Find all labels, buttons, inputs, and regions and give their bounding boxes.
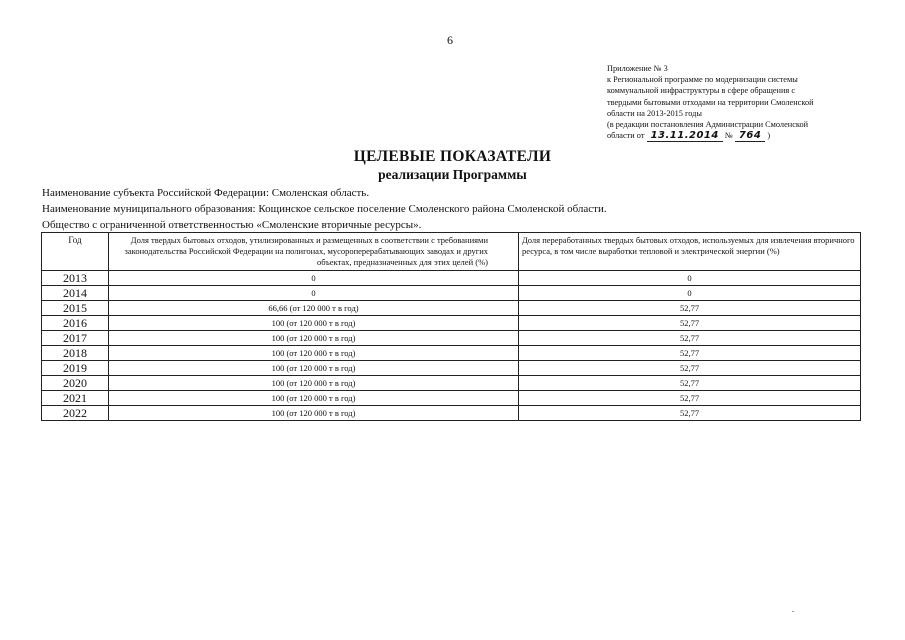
cell-utilized: 100 (от 120 000 т в год) <box>109 346 519 361</box>
cell-utilized: 100 (от 120 000 т в год) <box>109 316 519 331</box>
cell-utilized: 100 (от 120 000 т в год) <box>109 331 519 346</box>
cell-year: 2013 <box>42 271 109 286</box>
handwritten-date: 13.11.2014 <box>647 131 723 142</box>
document-subtitle: реализации Программы <box>378 167 527 182</box>
subject-name: Наименование субъекта Российской Федерации: Смоленская область. <box>42 187 370 199</box>
header-utilized: Доля твердых бытовых отходов, утилизированных и размещенных в соответствии с требованиями законодательства Российской Федерации на полигонах, мусороперерабатывающих заводах и других объектах, предназначенных для этих целей (%) <box>109 233 519 271</box>
table-row <box>42 271 861 286</box>
table-header-row <box>42 233 861 271</box>
appendix-line: (в редакции постановления Администрации Смоленской <box>607 120 809 130</box>
table-row <box>42 391 861 406</box>
table-row <box>42 316 861 331</box>
table-row <box>42 376 861 391</box>
cell-processed: 52,77 <box>519 376 861 391</box>
cell-utilized: 100 (от 120 000 т в год) <box>109 376 519 391</box>
municipality-name: Наименование муниципального образования: Кощинское сельское поселение Смоленского района Смоленской области. <box>42 203 607 215</box>
appendix-sig-prefix: области от <box>607 131 645 141</box>
handwritten-number: 764 <box>735 131 765 142</box>
appendix-note <box>607 63 847 142</box>
cell-processed: 52,77 <box>519 391 861 406</box>
appendix-sig-suffix: ) <box>767 131 771 141</box>
cell-utilized: 0 <box>109 286 519 301</box>
cell-utilized: 100 (от 120 000 т в год) <box>109 391 519 406</box>
header-processed: Доля переработанных твердых бытовых отходов, используемых для извлечения вторичного ресурса, в том числе выработки тепловой и электрической энергии (%) <box>519 233 861 271</box>
header-year: Год <box>42 233 109 271</box>
cell-processed: 52,77 <box>519 316 861 331</box>
cell-processed: 52,77 <box>519 406 861 421</box>
cell-processed: 52,77 <box>519 346 861 361</box>
cell-year: 2017 <box>42 331 109 346</box>
document-title: ЦЕЛЕВЫЕ ПОКАЗАТЕЛИ <box>353 148 552 165</box>
cell-year: 2020 <box>42 376 109 391</box>
cell-year: 2015 <box>42 301 109 316</box>
company-name: Общество с ограниченной ответственностью «Смоленские вторичные ресурсы». <box>42 219 422 231</box>
table-row <box>42 361 861 376</box>
appendix-sig-number-prefix: № <box>724 131 733 141</box>
targets-table <box>41 232 861 421</box>
cell-utilized: 100 (от 120 000 т в год) <box>109 361 519 376</box>
cell-processed: 52,77 <box>519 361 861 376</box>
cell-year: 2022 <box>42 406 109 421</box>
cell-year: 2016 <box>42 316 109 331</box>
cell-year: 2021 <box>42 391 109 406</box>
cell-year: 2019 <box>42 361 109 376</box>
appendix-line: к Региональной программе по модернизации системы <box>607 75 798 85</box>
cell-processed: 0 <box>519 286 861 301</box>
cell-utilized: 100 (от 120 000 т в год) <box>109 406 519 421</box>
appendix-line: области на 2013-2015 годы <box>607 108 702 118</box>
cell-processed: 0 <box>519 271 861 286</box>
cell-year: 2018 <box>42 346 109 361</box>
table-row <box>42 301 861 316</box>
cell-utilized: 0 <box>109 271 519 286</box>
appendix-line: коммунальной инфраструктуры в сфере обращения с <box>607 86 796 96</box>
cell-processed: 52,77 <box>519 301 861 316</box>
page-number: 6 <box>447 33 453 47</box>
table-row <box>42 406 861 421</box>
appendix-line: Приложение № 3 <box>607 64 668 73</box>
table-row <box>42 331 861 346</box>
cell-utilized: 66,66 (от 120 000 т в год) <box>109 301 519 316</box>
table-row <box>42 346 861 361</box>
appendix-line: твердыми бытовыми отходами на территории Смоленской <box>607 97 814 107</box>
cell-processed: 52,77 <box>519 331 861 346</box>
scan-speck <box>792 611 794 612</box>
cell-year: 2014 <box>42 286 109 301</box>
appendix-signature-line <box>607 130 847 142</box>
table-row <box>42 286 861 301</box>
